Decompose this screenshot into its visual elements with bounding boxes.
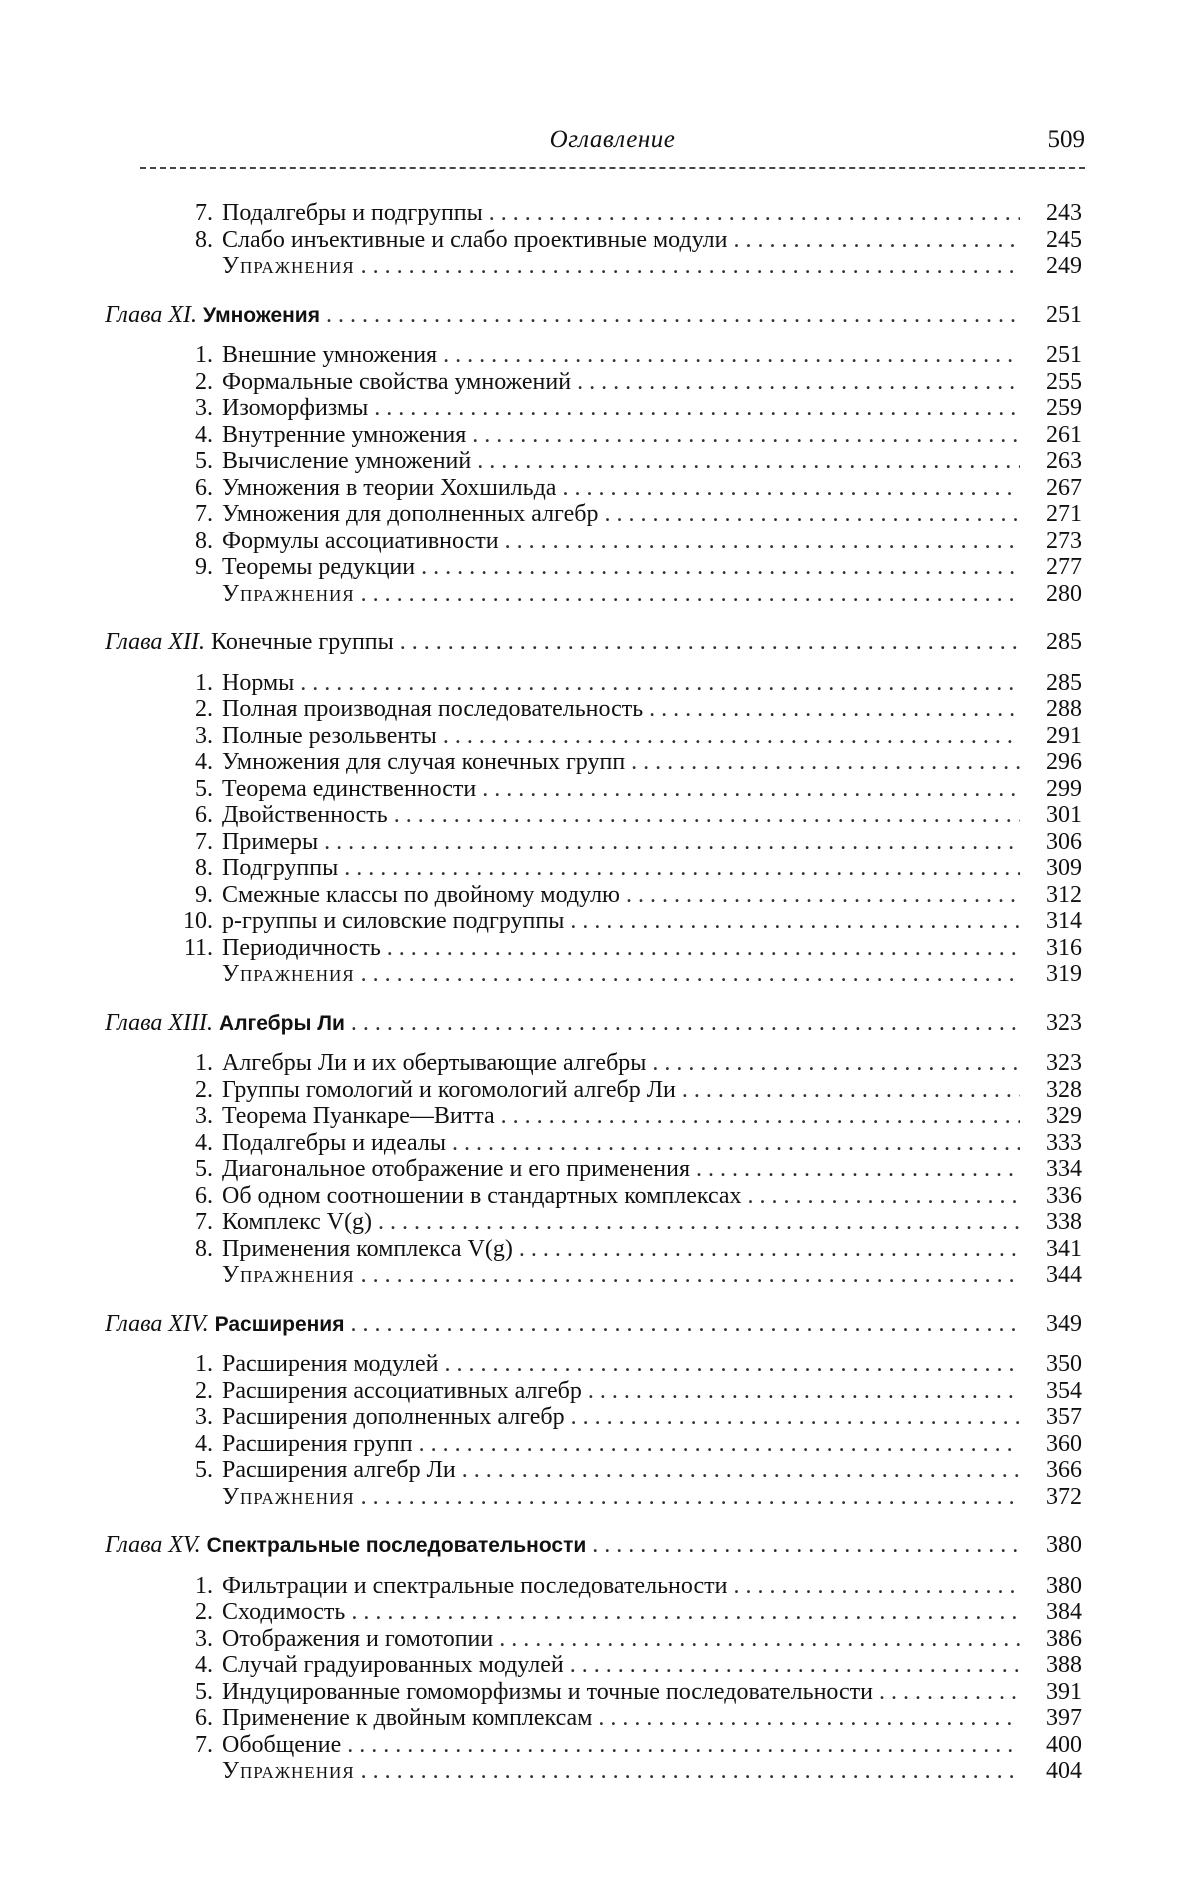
toc-item xyxy=(0,829,1200,856)
page-ref: 329 xyxy=(1026,1103,1082,1130)
page-ref: 349 xyxy=(1026,1311,1082,1338)
page-title: Оглавление xyxy=(140,126,1085,154)
section-number: 9. xyxy=(173,554,213,581)
section-number: 4. xyxy=(173,1431,213,1458)
book-page xyxy=(0,0,1200,1880)
page-ref: 323 xyxy=(1026,1050,1082,1077)
toc-item xyxy=(0,369,1200,396)
section-number: 1. xyxy=(173,1573,213,1600)
section-title: Упражнения . . . xyxy=(222,581,1020,608)
chapter-number: Глава XIV. xyxy=(105,1311,209,1337)
section-title: Упражнения . . . xyxy=(222,253,1020,280)
page-ref: 255 xyxy=(1026,369,1082,396)
page-ref: 366 xyxy=(1026,1457,1082,1484)
toc-item xyxy=(0,1156,1200,1183)
page-ref: 291 xyxy=(1026,723,1082,750)
section-title: Расширения ассоциативных алгебр . . . xyxy=(222,1378,1020,1405)
toc-chapter-heading xyxy=(0,302,1200,329)
page-ref: 259 xyxy=(1026,395,1082,422)
section-title: Подалгебры и подгруппы . . . xyxy=(222,200,1020,227)
section-title: Умножения для случая конечных групп . . . xyxy=(222,749,1020,776)
section-title: Теорема единственности . . . xyxy=(222,776,1020,803)
toc-item xyxy=(0,882,1200,909)
toc-item xyxy=(0,475,1200,502)
toc-item xyxy=(0,1679,1200,1706)
toc-item xyxy=(0,1351,1200,1378)
toc-item xyxy=(0,554,1200,581)
toc-item xyxy=(0,1050,1200,1077)
section-title: Внешние умножения . . . xyxy=(222,342,1020,369)
section-number: 1. xyxy=(173,342,213,369)
page-ref: 328 xyxy=(1026,1077,1082,1104)
page-ref: 344 xyxy=(1026,1262,1082,1289)
section-title: Вычисление умножений . . . xyxy=(222,448,1020,475)
section-title: Двойственность . . . xyxy=(222,802,1020,829)
chapter-name: Умножения xyxy=(203,304,320,327)
page-ref: 336 xyxy=(1026,1183,1082,1210)
page-ref: 296 xyxy=(1026,749,1082,776)
section-number: 1. xyxy=(173,1351,213,1378)
section-title: Примеры . . . xyxy=(222,829,1020,856)
toc-item xyxy=(0,749,1200,776)
chapter-number: Глава XIII. xyxy=(105,1010,213,1036)
section-title: Фильтрации и спектральные последовательности . . . xyxy=(222,1573,1020,1600)
section-number: 2. xyxy=(173,1077,213,1104)
section-number: 3. xyxy=(173,723,213,750)
toc-item xyxy=(0,1103,1200,1130)
section-number: 3. xyxy=(173,1626,213,1653)
toc-exercises xyxy=(0,581,1200,608)
page-ref: 386 xyxy=(1026,1626,1082,1653)
toc-exercises xyxy=(0,253,1200,280)
page-ref: 301 xyxy=(1026,802,1082,829)
section-title: Изоморфизмы . . . xyxy=(222,395,1020,422)
page-ref: 380 xyxy=(1026,1573,1082,1600)
toc-item xyxy=(0,501,1200,528)
page-ref: 263 xyxy=(1026,448,1082,475)
section-number: 2. xyxy=(173,1599,213,1626)
page-ref: 249 xyxy=(1026,253,1082,280)
page-ref: 354 xyxy=(1026,1378,1082,1405)
section-number: 7. xyxy=(173,1209,213,1236)
section-title: Комплекс V(g) . . . xyxy=(222,1209,1020,1236)
chapter-title xyxy=(105,629,1020,656)
toc-item xyxy=(0,528,1200,555)
section-number: 4. xyxy=(173,749,213,776)
page-ref: 397 xyxy=(1026,1705,1082,1732)
toc-item xyxy=(0,227,1200,254)
page-ref: 360 xyxy=(1026,1431,1082,1458)
page-ref: 280 xyxy=(1026,581,1082,608)
header-rule xyxy=(140,167,1085,169)
section-number: 8. xyxy=(173,1236,213,1263)
toc-item xyxy=(0,1378,1200,1405)
toc-item xyxy=(0,1209,1200,1236)
page-ref: 288 xyxy=(1026,696,1082,723)
section-title: Слабо инъективные и слабо проективные модули . . . xyxy=(222,227,1020,254)
section-title: Диагональное отображение и его применения . . . xyxy=(222,1156,1020,1183)
chapter-name: Алгебры Ли xyxy=(219,1012,345,1035)
section-number: 3. xyxy=(173,395,213,422)
toc-chapter-heading xyxy=(0,1010,1200,1037)
page-ref: 319 xyxy=(1026,961,1082,988)
section-title: Упражнения . . . xyxy=(222,1758,1020,1785)
toc-item xyxy=(0,1077,1200,1104)
section-number: 4. xyxy=(173,422,213,449)
section-title: Отображения и гомотопии . . . xyxy=(222,1626,1020,1653)
page-ref: 306 xyxy=(1026,829,1082,856)
section-number: 8. xyxy=(173,227,213,254)
page-ref: 285 xyxy=(1026,670,1082,697)
section-title: Нормы . . . xyxy=(222,670,1020,697)
section-title: Умножения для дополненных алгебр . . . xyxy=(222,501,1020,528)
section-title: Подгруппы . . . xyxy=(222,855,1020,882)
section-number: 2. xyxy=(173,369,213,396)
toc-item xyxy=(0,1573,1200,1600)
page-ref: 261 xyxy=(1026,422,1082,449)
page-ref: 273 xyxy=(1026,528,1082,555)
page-ref: 341 xyxy=(1026,1236,1082,1263)
page-ref: 309 xyxy=(1026,855,1082,882)
section-number: 6. xyxy=(173,802,213,829)
page-ref: 338 xyxy=(1026,1209,1082,1236)
section-title: Сходимость . . . xyxy=(222,1599,1020,1626)
toc-item xyxy=(0,1130,1200,1157)
toc-item xyxy=(0,1652,1200,1679)
section-title: Расширения алгебр Ли . . . xyxy=(222,1457,1020,1484)
section-title: Алгебры Ли и их обертывающие алгебры . . . xyxy=(222,1050,1020,1077)
section-title: Индуцированные гомоморфизмы и точные последовательности . . . xyxy=(222,1679,1020,1706)
section-number: 1. xyxy=(173,1050,213,1077)
section-number: 5. xyxy=(173,1679,213,1706)
section-title: Формальные свойства умножений . . . xyxy=(222,369,1020,396)
toc-chapter-heading xyxy=(0,1311,1200,1338)
section-title: Группы гомологий и когомологий алгебр Ли . . . xyxy=(222,1077,1020,1104)
section-title: Умножения в теории Хохшильда . . . xyxy=(222,475,1020,502)
toc-exercises xyxy=(0,1484,1200,1511)
section-title: Теорема Пуанкаре—Витта . . . xyxy=(222,1103,1020,1130)
section-number: 3. xyxy=(173,1404,213,1431)
page-ref: 400 xyxy=(1026,1732,1082,1759)
toc-chapter-heading xyxy=(0,1532,1200,1559)
toc-item xyxy=(0,776,1200,803)
toc-exercises xyxy=(0,961,1200,988)
section-title: Упражнения . . . xyxy=(222,1262,1020,1289)
section-number: 7. xyxy=(173,200,213,227)
section-number: 6. xyxy=(173,1705,213,1732)
page-ref: 271 xyxy=(1026,501,1082,528)
section-number: 5. xyxy=(173,1457,213,1484)
section-number: 10. xyxy=(173,908,213,935)
section-number: 5. xyxy=(173,776,213,803)
toc-item xyxy=(0,1626,1200,1653)
section-title: Расширения групп . . . xyxy=(222,1431,1020,1458)
toc-item xyxy=(0,1705,1200,1732)
page-ref: 251 xyxy=(1026,302,1082,329)
section-title: Обобщение . . . xyxy=(222,1732,1020,1759)
section-number: 8. xyxy=(173,855,213,882)
section-number: 5. xyxy=(173,1156,213,1183)
section-title: Периодичность . . . xyxy=(222,935,1020,962)
page-ref: 285 xyxy=(1026,629,1082,656)
chapter-number: Глава XII. xyxy=(105,629,205,655)
page-ref: 314 xyxy=(1026,908,1082,935)
toc-item xyxy=(0,342,1200,369)
toc-item xyxy=(0,422,1200,449)
page-ref: 323 xyxy=(1026,1010,1082,1037)
running-head xyxy=(140,126,1085,160)
table-of-contents xyxy=(0,200,1200,1785)
page-ref: 357 xyxy=(1026,1404,1082,1431)
toc-item xyxy=(0,1457,1200,1484)
page-ref: 372 xyxy=(1026,1484,1082,1511)
section-title: Теоремы редукции . . . xyxy=(222,554,1020,581)
toc-chapter-heading xyxy=(0,629,1200,656)
section-number: 9. xyxy=(173,882,213,909)
toc-item xyxy=(0,802,1200,829)
page-ref: 388 xyxy=(1026,1652,1082,1679)
page-number: 509 xyxy=(1048,126,1086,154)
section-title: Внутренние умножения . . . xyxy=(222,422,1020,449)
toc-item xyxy=(0,1431,1200,1458)
toc-item xyxy=(0,855,1200,882)
page-ref: 350 xyxy=(1026,1351,1082,1378)
page-ref: 384 xyxy=(1026,1599,1082,1626)
chapter-title xyxy=(105,1311,1020,1339)
toc-exercises xyxy=(0,1758,1200,1785)
section-number: 5. xyxy=(173,448,213,475)
page-ref: 333 xyxy=(1026,1130,1082,1157)
section-number: 4. xyxy=(173,1652,213,1679)
section-title: Расширения модулей . . . xyxy=(222,1351,1020,1378)
toc-item xyxy=(0,1183,1200,1210)
section-title: Полные резольвенты . . . xyxy=(222,723,1020,750)
toc-item xyxy=(0,1732,1200,1759)
section-number: 7. xyxy=(173,1732,213,1759)
section-number: 6. xyxy=(173,1183,213,1210)
section-title: Полная производная последовательность . . . xyxy=(222,696,1020,723)
chapter-title xyxy=(105,1532,1020,1560)
page-ref: 277 xyxy=(1026,554,1082,581)
page-ref: 312 xyxy=(1026,882,1082,909)
page-ref: 391 xyxy=(1026,1679,1082,1706)
section-title: Об одном соотношении в стандартных комплексах . . . xyxy=(222,1183,1020,1210)
chapter-number: Глава XI. xyxy=(105,302,197,328)
section-number: 11. xyxy=(173,935,213,962)
toc-item xyxy=(0,670,1200,697)
toc-item xyxy=(0,935,1200,962)
section-number: 2. xyxy=(173,1378,213,1405)
page-ref: 404 xyxy=(1026,1758,1082,1785)
section-title: Формулы ассоциативности . . . xyxy=(222,528,1020,555)
page-ref: 316 xyxy=(1026,935,1082,962)
section-title: Случай градуированных модулей . . . xyxy=(222,1652,1020,1679)
toc-item xyxy=(0,696,1200,723)
section-title: Упражнения . . . xyxy=(222,1484,1020,1511)
chapter-name: Конечные группы xyxy=(211,629,394,655)
toc-item xyxy=(0,200,1200,227)
section-number: 1. xyxy=(173,670,213,697)
page-ref: 251 xyxy=(1026,342,1082,369)
section-title: Применение к двойным комплексам . . . xyxy=(222,1705,1020,1732)
chapter-number: Глава XV. xyxy=(105,1532,201,1558)
section-title: Упражнения . . . xyxy=(222,961,1020,988)
section-number: 6. xyxy=(173,475,213,502)
page-ref: 299 xyxy=(1026,776,1082,803)
toc-item xyxy=(0,448,1200,475)
toc-item xyxy=(0,1404,1200,1431)
toc-item xyxy=(0,1599,1200,1626)
chapter-title xyxy=(105,1010,1020,1038)
section-title: Смежные классы по двойному модулю . . . xyxy=(222,882,1020,909)
section-number: 2. xyxy=(173,696,213,723)
page-ref: 245 xyxy=(1026,227,1082,254)
section-title: Подалгебры и идеалы . . . xyxy=(222,1130,1020,1157)
section-number: 7. xyxy=(173,501,213,528)
chapter-name: Расширения xyxy=(215,1313,345,1336)
section-title: p-группы и силовские подгруппы . . . xyxy=(222,908,1020,935)
section-title: Применения комплекса V(g) . . . xyxy=(222,1236,1020,1263)
section-title: Расширения дополненных алгебр . . . xyxy=(222,1404,1020,1431)
page-ref: 267 xyxy=(1026,475,1082,502)
toc-item xyxy=(0,395,1200,422)
toc-item xyxy=(0,723,1200,750)
chapter-title xyxy=(105,302,1020,330)
section-number: 8. xyxy=(173,528,213,555)
page-ref: 243 xyxy=(1026,200,1082,227)
page-ref: 334 xyxy=(1026,1156,1082,1183)
toc-exercises xyxy=(0,1262,1200,1289)
chapter-name: Спектральные последовательности xyxy=(207,1534,587,1557)
toc-item xyxy=(0,908,1200,935)
toc-item xyxy=(0,1236,1200,1263)
section-number: 4. xyxy=(173,1130,213,1157)
section-number: 7. xyxy=(173,829,213,856)
section-number: 3. xyxy=(173,1103,213,1130)
page-ref: 380 xyxy=(1026,1532,1082,1559)
